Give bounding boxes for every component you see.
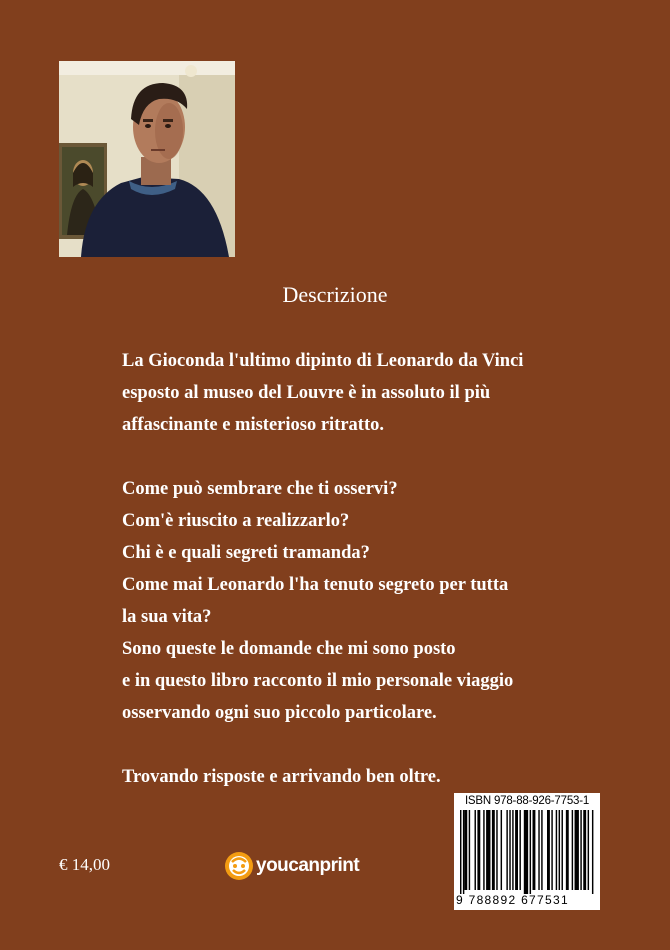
- barcode-bar: [592, 810, 593, 894]
- barcode-bar: [486, 810, 490, 890]
- barcode-bar: [512, 810, 513, 890]
- barcode-bar: [460, 810, 461, 894]
- publisher-logo: [224, 849, 359, 883]
- barcode-bar: [575, 810, 579, 890]
- barcode-bar: [551, 810, 552, 890]
- barcode-bar: [556, 810, 557, 890]
- description-line: Come può sembrare che ti osservi?: [122, 479, 398, 499]
- publisher-name: youcanprint: [256, 855, 360, 876]
- barcode-bar: [483, 810, 484, 890]
- barcode-bar: [506, 810, 507, 890]
- isbn-label: ISBN 978-88-926-7753-1: [464, 795, 590, 807]
- barcode-bar: [492, 810, 495, 890]
- barcode-bar: [463, 810, 464, 894]
- barcode-bar: [562, 810, 563, 890]
- barcode-bar: [477, 810, 480, 890]
- barcode-bar: [475, 810, 476, 890]
- description-line: la sua vita?: [122, 607, 212, 627]
- barcode-bar: [524, 810, 528, 894]
- barcode-bar: [501, 810, 502, 890]
- description-line: Chi è e quali segreti tramanda?: [122, 543, 370, 563]
- barcode-bar: [469, 810, 470, 890]
- barcode-bar: [541, 810, 542, 890]
- description-line: Sono queste le domande che mi sono posto: [122, 639, 456, 659]
- barcode-bar: [519, 810, 520, 890]
- barcode-bar: [566, 810, 569, 890]
- description-line: La Gioconda l'ultimo dipinto di Leonardo da Vinci: [122, 351, 524, 371]
- barcode-bar: [533, 810, 536, 890]
- description-line: esposto al museo del Louvre è in assoluto il più: [122, 383, 491, 403]
- barcode-bar: [509, 810, 510, 890]
- isbn-barcode: [454, 793, 600, 910]
- barcode-bar: [580, 810, 581, 890]
- description-line: affascinante e misterioso ritratto.: [122, 415, 384, 435]
- description-line: Trovando risposte e arrivando ben oltre.: [122, 767, 441, 787]
- barcode-bar: [496, 810, 497, 890]
- barcode-bar: [572, 810, 573, 890]
- description-heading: Descrizione: [282, 282, 388, 307]
- description-line: e in questo libro racconto il mio personale viaggio: [122, 671, 514, 691]
- youcanprint-logo-icon: [224, 851, 254, 881]
- description-line: Com'è riuscito a realizzarlo?: [122, 511, 350, 531]
- barcode-bar: [538, 810, 539, 890]
- barcode-bar: [559, 810, 560, 890]
- description-text: [122, 345, 592, 793]
- barcode-bar: [530, 810, 531, 894]
- description-line: osservando ogni suo piccolo particolare.: [122, 703, 437, 723]
- barcode-bars: [458, 810, 596, 894]
- barcode-bar: [588, 810, 589, 890]
- author-photo: [59, 61, 235, 257]
- barcode-bar: [547, 810, 550, 890]
- barcode-bar: [515, 810, 518, 890]
- barcode-bar: [464, 810, 467, 890]
- description-line: Come mai Leonardo l'ha tenuto segreto per tutta: [122, 575, 509, 595]
- isbn-digits: 9 788892 677531: [456, 893, 569, 907]
- barcode-bar: [583, 810, 586, 890]
- price-label: € 14,00: [59, 855, 110, 874]
